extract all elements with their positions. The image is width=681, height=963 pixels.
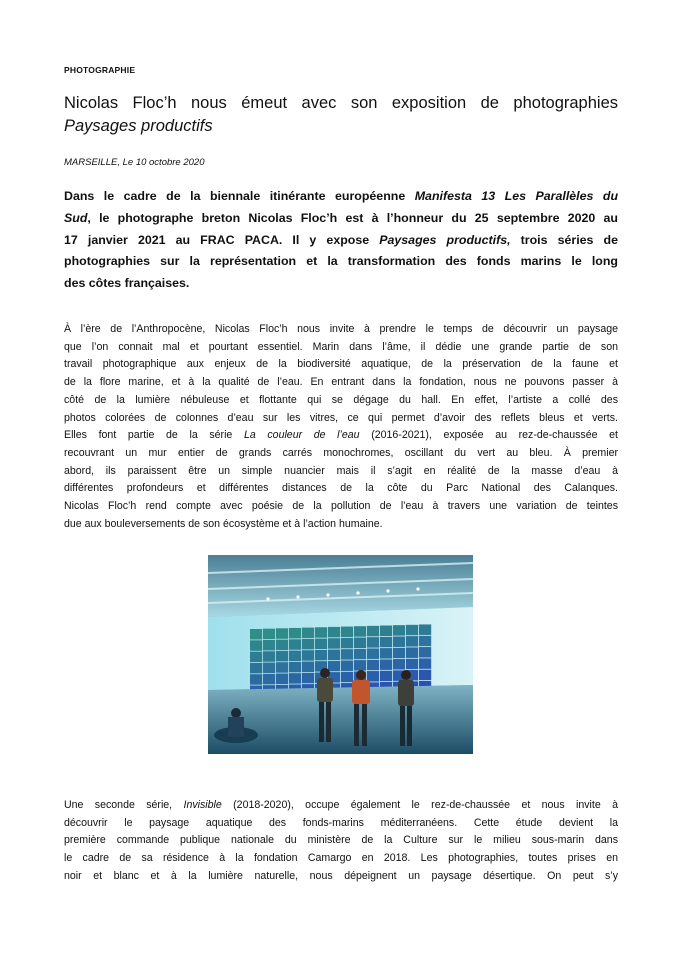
color-swatch	[276, 674, 288, 685]
color-swatch	[341, 649, 353, 660]
lead-line-1	[64, 186, 618, 208]
color-swatch	[263, 651, 275, 662]
lead-italic-text: Paysages productifs,	[379, 232, 511, 247]
color-swatch	[315, 627, 327, 638]
color-swatch	[328, 661, 340, 672]
lead-line-4	[64, 251, 618, 273]
color-swatch	[406, 636, 418, 647]
series-title-italic: La couleur de l’eau	[243, 429, 360, 442]
body1-line: côté de la lumière nébuleuse et flottante qui se dégage du hall. En effet, l’artiste a collé des	[64, 393, 618, 406]
color-swatch	[419, 647, 431, 658]
color-swatch	[276, 640, 288, 651]
color-swatch	[276, 651, 288, 662]
color-swatch	[367, 637, 379, 648]
body1-line	[64, 427, 618, 445]
color-swatch	[367, 648, 379, 659]
color-swatch	[250, 629, 262, 640]
body1-line: due aux bouleversements de son écosystème et à l’action humaine.	[64, 517, 383, 530]
color-swatch	[315, 639, 327, 650]
color-swatch	[380, 671, 392, 682]
lead-text: des côtes françaises.	[64, 276, 190, 291]
color-swatch	[380, 648, 392, 659]
body-text: (2018-2020), occupe également le rez-de-chaussée et nous invite à	[221, 799, 618, 811]
body1-line: différentes profondeurs et différentes distances de la côte du Parc National des Calanques.	[64, 482, 618, 495]
color-swatch	[315, 650, 327, 661]
color-swatch	[406, 625, 418, 636]
color-swatch	[419, 624, 431, 635]
color-swatch	[263, 640, 275, 651]
dateline-place: MARSEILLE	[64, 157, 118, 168]
body1-line: À l’ère de l’Anthropocène, Nicolas Floc’h nous invite à prendre le temps de découvrir un paysage	[64, 323, 618, 335]
article-title	[64, 92, 618, 138]
color-swatch	[380, 659, 392, 670]
color-swatch	[263, 663, 275, 674]
body2-line	[64, 797, 618, 815]
color-swatch	[367, 671, 379, 682]
body-text: Une seconde série,	[64, 799, 184, 811]
body1-line: photos colorées de colonnes d’eau sur les vitres, ce qui permet d’avoir des reflets bleus et verts.	[64, 411, 618, 424]
lead-text: 17 janvier 2021 au FRAC PACA. Il y expose	[64, 232, 380, 247]
body1-line: que l’on connait mal et pourtant essentiel. Marin dans l’âme, il dédie une grande partie de son	[64, 340, 618, 353]
color-swatch	[276, 662, 288, 673]
body1-line: abord, ils paraissent être un simple nuancier mais il s’agit en réalité de la masse d’eau à	[64, 464, 618, 477]
body1-line: Nicolas Floc’h rend compte avec poésie de la pollution de l’eau à travers une variation de teintes	[64, 500, 618, 513]
color-swatch	[406, 659, 418, 670]
body1-line: recouvrant un mur entier de grands carrés monochromes, oscillant du vert au bleu. À premier	[64, 446, 618, 459]
color-swatch	[302, 639, 314, 650]
color-swatch	[393, 625, 405, 636]
dateline-date: , Le 10 octobre 2020	[117, 157, 205, 168]
color-swatch	[380, 637, 392, 648]
color-swatch	[419, 636, 431, 647]
lead-text: trois séries de	[510, 232, 619, 247]
color-swatch	[289, 639, 301, 650]
lead-text: Dans le cadre de la biennale itinérante européenne	[64, 189, 415, 203]
color-swatch	[367, 626, 379, 637]
dateline	[64, 157, 204, 168]
color-swatch	[406, 647, 418, 658]
body2-line: première commande publique nationale du ministère de la Culture sur le milieu sous-marin dans	[64, 834, 618, 847]
color-swatch	[354, 626, 366, 637]
title-line-2-italic: Paysages productifs	[64, 117, 213, 135]
body-text: (2016-2021), exposée au rez-de-chaussée et	[359, 429, 618, 442]
color-swatch	[393, 648, 405, 659]
color-swatch	[354, 649, 366, 660]
lead-line-2	[64, 208, 618, 230]
color-swatch	[380, 626, 392, 637]
body2-line: noir et blanc et à la lumière naturelle, nous dépeignent un paysage désertique. On peut s’y	[64, 869, 618, 882]
color-swatch	[341, 638, 353, 649]
color-swatch	[367, 660, 379, 671]
body1-line: travail photographique aux enjeux de la biodiversité aquatique, de la préservation de la faune et	[64, 358, 618, 371]
title-line-1: Nicolas Floc’h nous émeut avec son exposition de photographies	[64, 94, 618, 112]
color-swatch	[250, 674, 262, 685]
lead-italic-text: Manifesta 13 Les Parallèles du	[414, 189, 619, 203]
color-swatch	[263, 674, 275, 685]
color-swatch	[289, 651, 301, 662]
body-paragraph-2	[64, 797, 618, 886]
color-swatch	[341, 672, 353, 683]
body2-line: le cadre de sa résidence à la fondation Camargo en 2018. Les photographies, toutes prises en	[64, 852, 618, 865]
color-swatch	[354, 638, 366, 649]
category-label: PHOTOGRAPHIE	[64, 65, 136, 75]
lead-line-5	[64, 273, 618, 295]
color-swatch	[250, 640, 262, 651]
color-swatch	[302, 662, 314, 673]
body2-line: découvrir le paysage aquatique des fonds-marins méditerranéens. Cette étude devient la	[64, 816, 618, 829]
color-swatch	[341, 627, 353, 638]
body1-line: de la flore marine, et à la qualité de l’eau. En entrant dans la fondation, nous ne pouvons passer à	[64, 376, 618, 389]
color-swatch	[341, 660, 353, 671]
series-title-italic: Invisible	[183, 799, 222, 811]
color-swatch	[263, 629, 275, 640]
color-swatch	[328, 650, 340, 661]
exhibition-photo	[208, 555, 473, 754]
lead-paragraph	[64, 186, 618, 295]
color-swatch	[289, 662, 301, 673]
lead-italic-text: Sud	[64, 210, 88, 225]
body-text: Elles font partie de la série	[64, 429, 244, 442]
color-swatch	[393, 636, 405, 647]
color-swatch	[354, 660, 366, 671]
color-swatch	[328, 638, 340, 649]
color-swatch	[302, 650, 314, 661]
exhibition-photo-illustration	[208, 555, 473, 754]
lead-line-3	[64, 230, 618, 252]
color-swatch	[419, 670, 431, 681]
color-swatch	[419, 658, 431, 669]
color-swatch	[302, 673, 314, 684]
body-paragraph-1	[64, 321, 618, 533]
color-swatch	[393, 659, 405, 670]
color-swatch	[276, 628, 288, 639]
lead-text: photographies sur la représentation et la transformation des fonds marins le long	[64, 254, 618, 269]
color-swatch	[289, 673, 301, 684]
color-swatch	[250, 652, 262, 663]
color-swatch	[289, 628, 301, 639]
color-swatch	[250, 663, 262, 674]
color-swatch	[328, 627, 340, 638]
color-swatch	[302, 628, 314, 639]
lead-text: , le photographe breton Nicolas Floc’h est à l’honneur du 25 septembre 2020 au	[87, 210, 618, 225]
